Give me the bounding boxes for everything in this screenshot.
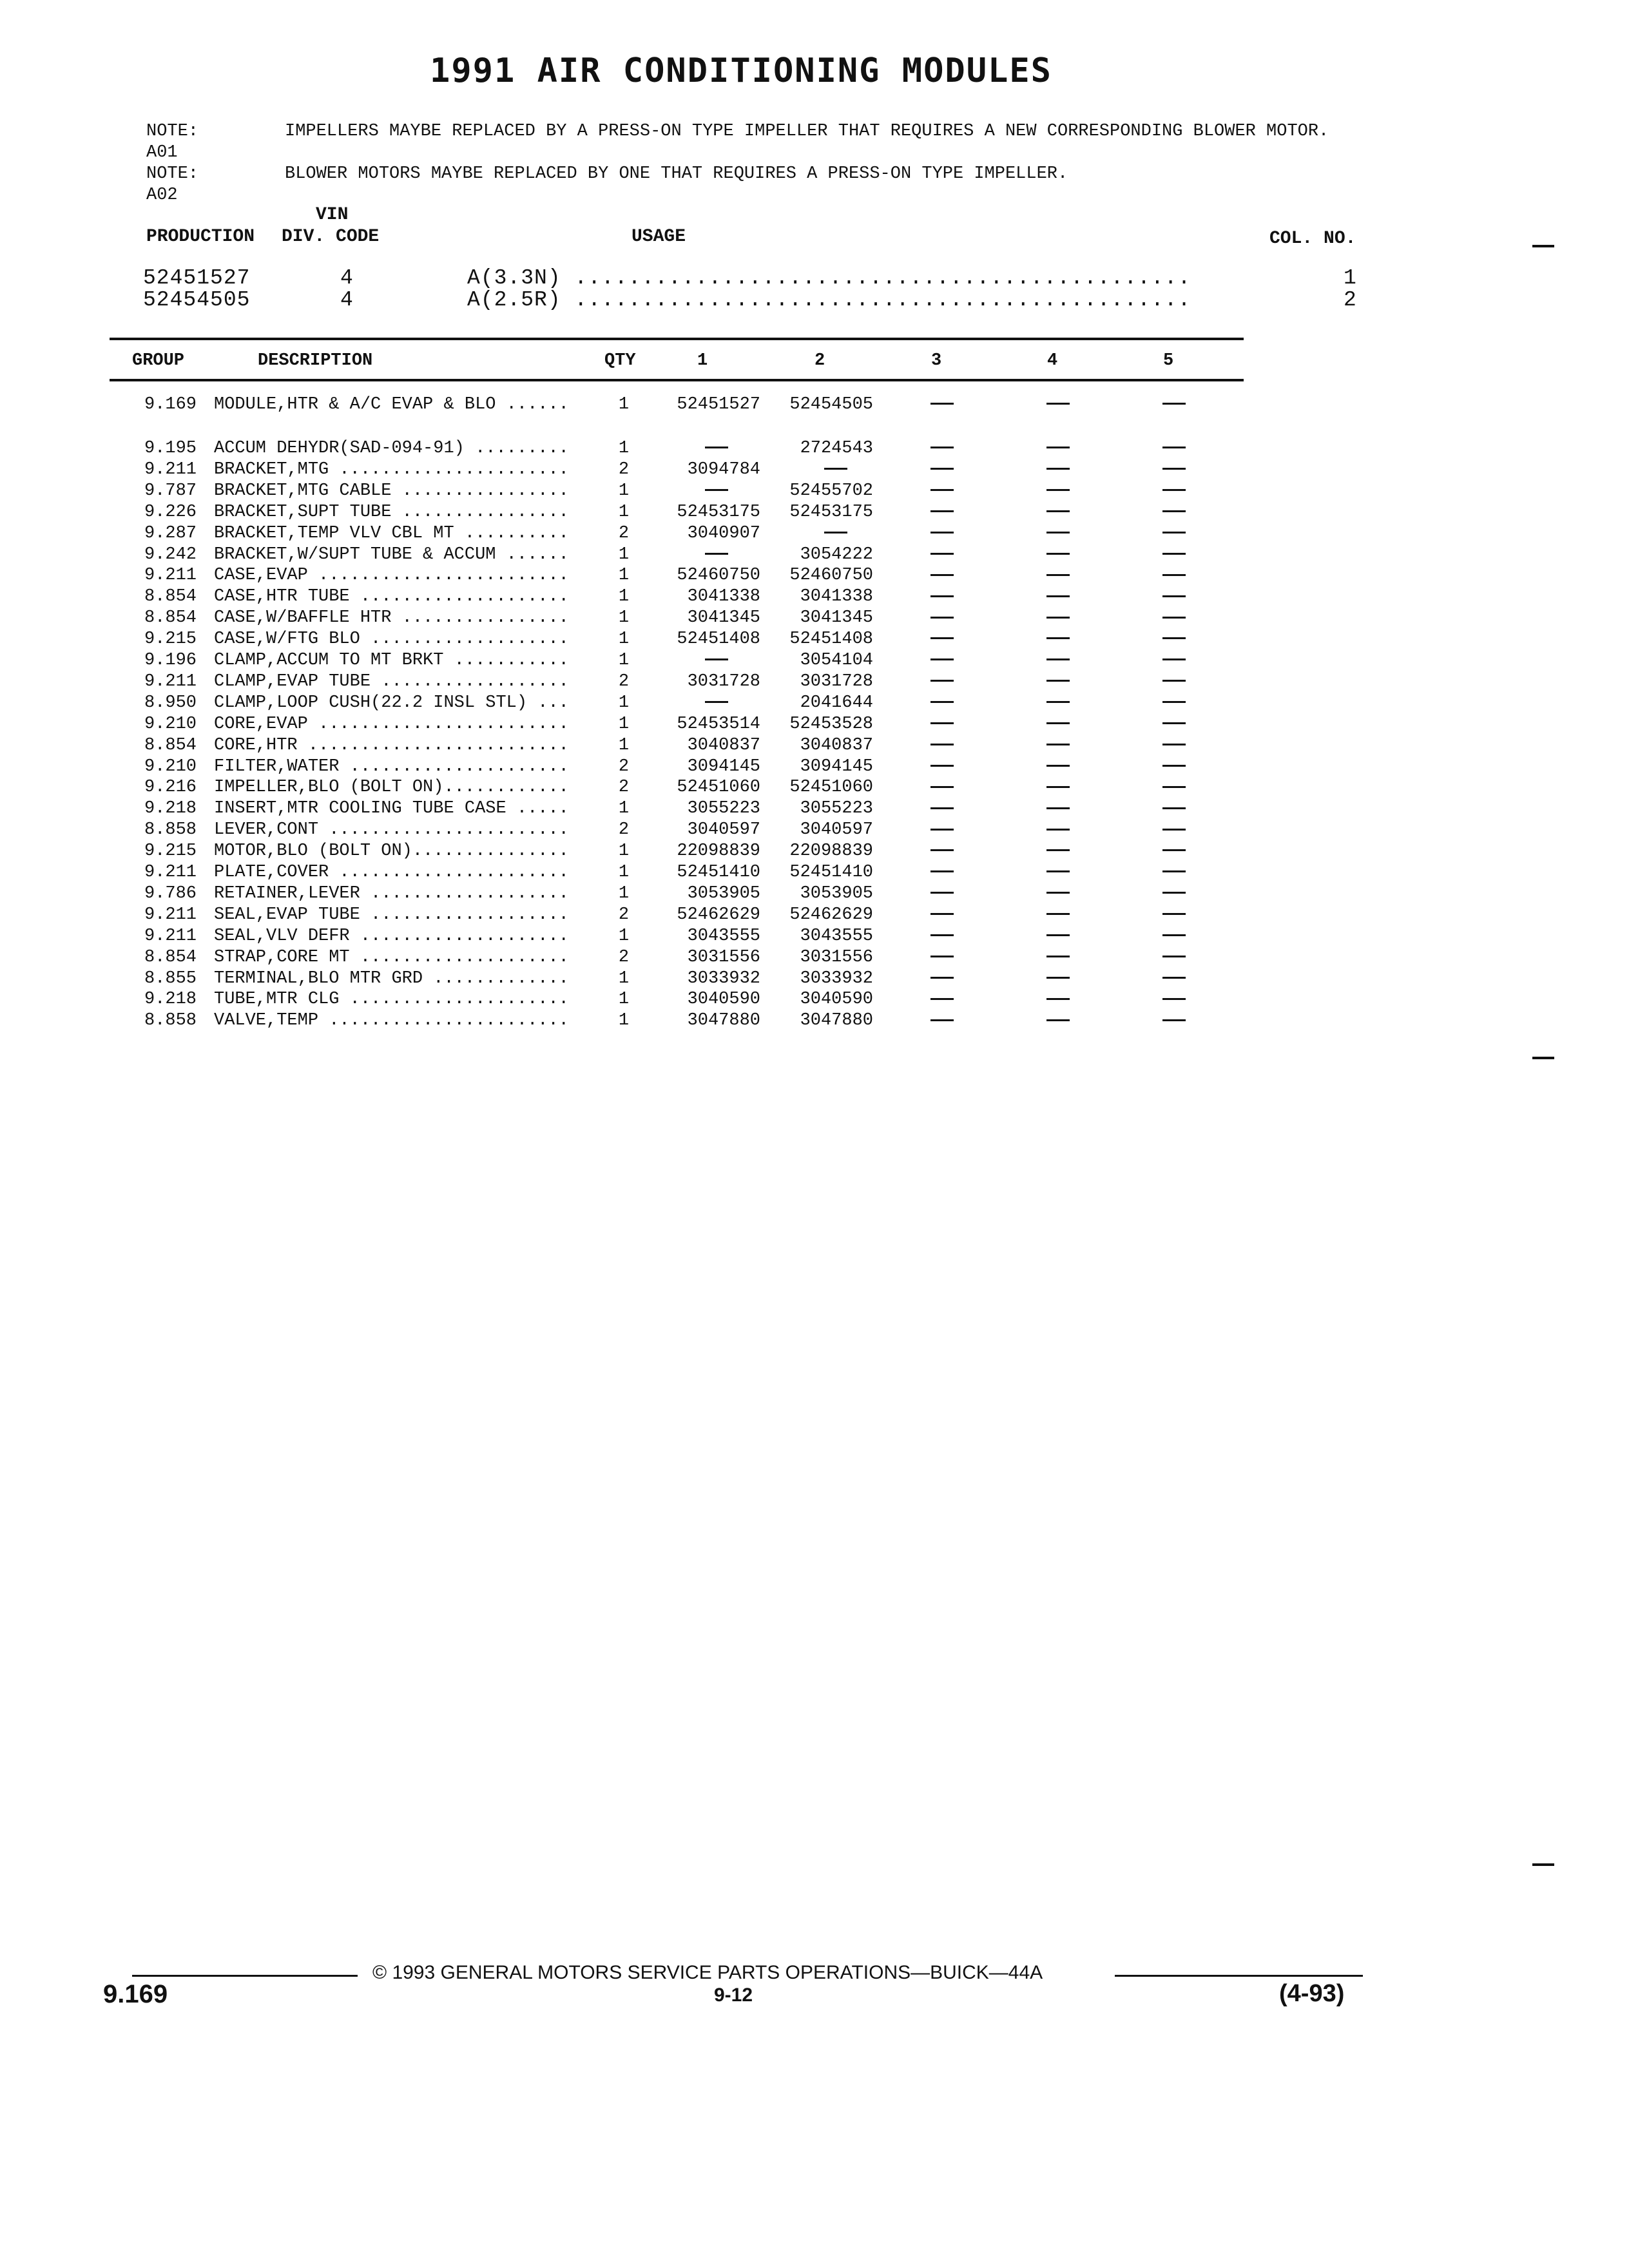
group-cell: 9.242 (144, 544, 197, 564)
group-cell: 8.858 (144, 1011, 197, 1031)
col5-dash (1161, 926, 1187, 947)
table-row (0, 1010, 1289, 1032)
col1-cell: 52451060 (677, 778, 760, 798)
qty-cell: 2 (618, 523, 630, 543)
col2-cell: 3054104 (800, 651, 873, 670)
group-cell: 9.169 (144, 395, 197, 414)
col5-dash (1161, 841, 1187, 862)
col3-dash (929, 544, 955, 566)
description-cell: MOTOR,BLO (BOLT ON)............... (214, 841, 569, 861)
col3-dash (929, 841, 955, 862)
note-text: BLOWER MOTORS MAYBE REPLACED BY ONE THAT REQUIRES A PRESS-ON TYPE IMPELLER. (285, 164, 1068, 184)
section-number: 9.169 (103, 1980, 168, 2008)
description-cell: IMPELLER,BLO (BOLT ON)............ (214, 778, 569, 798)
group-cell: 9.226 (144, 502, 197, 522)
col4-dash (1045, 756, 1071, 778)
group-cell: 8.854 (144, 735, 197, 755)
group-cell: 9.218 (144, 990, 197, 1010)
page-title: 1991 AIR CONDITIONING MODULES (430, 52, 1052, 90)
col2-dash (770, 459, 873, 481)
col2-cell: 3031556 (800, 947, 873, 967)
col4-dash (1045, 883, 1071, 905)
description-cell: CORE,EVAP ........................ (214, 714, 569, 734)
table-row (0, 586, 1289, 608)
table-row (0, 608, 1289, 629)
group-cell: 8.950 (144, 693, 197, 713)
table-row (0, 777, 1289, 798)
col2-cell: 52462629 (789, 905, 873, 925)
col5-dash (1161, 820, 1187, 841)
col1-cell: 3047880 (687, 1011, 760, 1031)
table-row (0, 671, 1289, 693)
col3-dash (929, 968, 955, 990)
col3-dash (929, 1010, 955, 1032)
col5-dash (1161, 862, 1187, 883)
col2-cell: 52453175 (789, 502, 873, 522)
table-row (0, 693, 1289, 714)
qty-cell: 1 (618, 990, 630, 1010)
col1-dash (651, 438, 760, 459)
note-label: NOTE: A01 (146, 122, 199, 162)
col2-cell: 52454505 (789, 395, 873, 414)
revision-date: (4-93) (1279, 1980, 1345, 2007)
page-number: 9-12 (714, 1984, 753, 2006)
group-cell: 9.210 (144, 756, 197, 776)
table-row (0, 947, 1289, 968)
col4-dash (1045, 565, 1071, 586)
col2-cell: 52451060 (789, 778, 873, 798)
description-cell: BRACKET,SUPT TUBE ................ (214, 502, 569, 522)
group-cell: 9.215 (144, 841, 197, 861)
group-cell: 9.287 (144, 523, 197, 543)
table-row (0, 989, 1289, 1010)
qty-cell: 1 (618, 841, 630, 861)
col-no-header: COL. NO. (1269, 229, 1356, 249)
qty-cell: 2 (618, 820, 630, 840)
col5-dash (1161, 989, 1187, 1010)
description-cell: STRAP,CORE MT .................... (214, 947, 569, 967)
qty-cell: 2 (618, 459, 630, 479)
col2-cell: 3043555 (800, 926, 873, 946)
col5-dash (1161, 905, 1187, 926)
col1-cell: 3041345 (687, 608, 760, 628)
table-row (0, 565, 1289, 586)
col3-dash (929, 693, 955, 714)
col4-dash (1045, 629, 1071, 650)
col4-dash (1045, 544, 1071, 566)
qty-cell: 1 (618, 926, 630, 946)
table-row (0, 481, 1289, 502)
description-cell: CASE,EVAP ........................ (214, 566, 569, 586)
description-cell: BRACKET,W/SUPT TUBE & ACCUM ...... (214, 544, 569, 564)
col2-cell: 3055223 (800, 799, 873, 819)
div-code: 4 (340, 266, 354, 290)
description-cell: SEAL,VLV DEFR .................... (214, 926, 569, 946)
col3-dash (929, 926, 955, 947)
table-header-rule (110, 379, 1244, 381)
group-cell: 9.195 (144, 439, 197, 458)
col5-dash (1161, 438, 1187, 459)
table-row (0, 459, 1289, 481)
col3-dash (929, 883, 955, 905)
group-cell: 9.786 (144, 883, 197, 903)
col1-dash (651, 650, 760, 671)
col1-dash (651, 544, 760, 566)
col3-dash (929, 798, 955, 820)
col4-dash (1045, 1010, 1071, 1032)
col5-dash (1161, 523, 1187, 544)
col2-cell: 3094145 (800, 756, 873, 776)
group-cell: 9.218 (144, 799, 197, 819)
col1-cell: 3040837 (687, 735, 760, 755)
col2-cell: 2724543 (800, 439, 873, 458)
description-cell: LEVER,CONT ....................... (214, 820, 569, 840)
description-cell: CLAMP,EVAP TUBE .................. (214, 671, 569, 691)
col5-dash (1161, 586, 1187, 608)
group-cell: 8.854 (144, 608, 197, 628)
table-row (0, 883, 1289, 905)
table-row (0, 438, 1289, 459)
col5-dash (1161, 798, 1187, 820)
qty-cell: 1 (618, 587, 630, 607)
table-row (0, 841, 1289, 862)
group-cell: 8.854 (144, 947, 197, 967)
col2-cell: 3047880 (800, 1011, 873, 1031)
group-cell: 9.210 (144, 714, 197, 734)
col4-dash (1045, 862, 1071, 883)
col5-dash (1161, 481, 1187, 502)
col2-cell: 52451410 (789, 863, 873, 882)
table-row (0, 968, 1289, 990)
col2-cell: 3040837 (800, 735, 873, 755)
description-cell: CASE,W/FTG BLO ................... (214, 629, 569, 649)
col4-dash (1045, 481, 1071, 502)
qty-cell: 1 (618, 883, 630, 903)
description-cell: INSERT,MTR COOLING TUBE CASE ..... (214, 799, 569, 819)
description-cell: SEAL,EVAP TUBE ................... (214, 905, 569, 925)
col3-dash (929, 629, 955, 650)
description-cell: RETAINER,LEVER ................... (214, 883, 569, 903)
col3-dash (929, 523, 955, 544)
description-cell: TUBE,MTR CLG ..................... (214, 990, 569, 1010)
module-row (0, 394, 1289, 416)
col4-dash (1045, 926, 1071, 947)
col1-cell: 3055223 (687, 799, 760, 819)
qty-cell: 1 (618, 395, 630, 414)
qty-header: QTY (604, 351, 636, 370)
col1-cell: 3040907 (687, 523, 760, 543)
col5-header: 5 (1163, 351, 1174, 370)
col1-cell: 52453514 (677, 714, 760, 734)
group-cell: 9.211 (144, 926, 197, 946)
col3-dash (929, 756, 955, 778)
col1-cell: 52451408 (677, 629, 760, 649)
group-cell: 8.854 (144, 587, 197, 607)
description-cell: BRACKET,TEMP VLV CBL MT .......... (214, 523, 569, 543)
description-cell: MODULE,HTR & A/C EVAP & BLO ...... (214, 395, 569, 414)
col1-cell: 3043555 (687, 926, 760, 946)
col3-dash (929, 947, 955, 968)
col4-dash (1045, 650, 1071, 671)
col1-cell: 52453175 (677, 502, 760, 522)
col4-dash (1045, 523, 1071, 544)
col1-cell: 3033932 (687, 968, 760, 988)
col5-dash (1161, 502, 1187, 523)
production-number: 52454505 (143, 288, 251, 312)
qty-cell: 1 (618, 439, 630, 458)
qty-cell: 1 (618, 502, 630, 522)
col1-cell: 3040597 (687, 820, 760, 840)
description-cell: CLAMP,LOOP CUSH(22.2 INSL STL) ... (214, 693, 569, 713)
div-code-header: DIV. CODE (282, 227, 380, 247)
col2-cell: 3040590 (800, 990, 873, 1010)
col2-cell: 3031728 (800, 671, 873, 691)
table-row (0, 756, 1289, 778)
col3-dash (929, 586, 955, 608)
col4-dash (1045, 968, 1071, 990)
col4-dash (1045, 820, 1071, 841)
qty-cell: 1 (618, 481, 630, 501)
col3-dash (929, 438, 955, 459)
description-cell: ACCUM DEHYDR(SAD-094-91) ......... (214, 439, 569, 458)
col5-dash (1161, 968, 1187, 990)
col2-cell: 3041345 (800, 608, 873, 628)
col4-dash (1045, 502, 1071, 523)
col5-dash (1161, 1010, 1187, 1032)
table-row (0, 523, 1289, 544)
col4-dash (1045, 671, 1071, 693)
col4-dash (1045, 693, 1071, 714)
description-cell: CASE,HTR TUBE .................... (214, 587, 569, 607)
col2-cell: 3033932 (800, 968, 873, 988)
table-row (0, 735, 1289, 756)
col4-dash (1045, 798, 1071, 820)
group-cell: 9.215 (144, 629, 197, 649)
col2-dash (770, 523, 873, 544)
description-cell: FILTER,WATER ..................... (214, 756, 569, 776)
col-number: 1 (1344, 266, 1357, 290)
footer-rule-left (132, 1975, 358, 1977)
group-cell: 9.787 (144, 481, 197, 501)
col5-dash (1161, 735, 1187, 756)
group-cell: 9.211 (144, 905, 197, 925)
col5-dash (1161, 693, 1187, 714)
col4-dash (1045, 777, 1071, 798)
group-cell: 9.211 (144, 566, 197, 586)
qty-cell: 2 (618, 756, 630, 776)
col5-dash (1161, 777, 1187, 798)
group-cell: 9.196 (144, 651, 197, 670)
col3-dash (929, 905, 955, 926)
col3-dash (929, 565, 955, 586)
col2-cell: 3053905 (800, 883, 873, 903)
qty-cell: 1 (618, 863, 630, 882)
col4-dash (1045, 905, 1071, 926)
note-label: NOTE: A02 (146, 164, 199, 205)
col5-dash (1161, 608, 1187, 629)
table-row (0, 650, 1289, 671)
col4-dash (1045, 438, 1071, 459)
col4-header: 4 (1047, 351, 1058, 370)
col5-dash (1161, 756, 1187, 778)
description-cell: VALVE,TEMP ....................... (214, 1011, 569, 1031)
qty-cell: 2 (618, 947, 630, 967)
col2-cell: 3041338 (800, 587, 873, 607)
usage: A(2.5R) .............................................. (467, 288, 1191, 312)
col5-dash (1161, 947, 1187, 968)
qty-cell: 1 (618, 714, 630, 734)
qty-cell: 2 (618, 671, 630, 691)
group-cell: 8.855 (144, 968, 197, 988)
group-cell: 8.858 (144, 820, 197, 840)
col-number: 2 (1344, 288, 1357, 312)
col4-dash (1045, 735, 1071, 756)
col2-cell: 52460750 (789, 566, 873, 586)
col4-dash (1045, 459, 1071, 481)
footer-rule-right (1115, 1975, 1363, 1977)
col5-dash (1161, 565, 1187, 586)
col1-cell: 52451410 (677, 863, 760, 882)
col4-dash (1045, 714, 1071, 735)
qty-cell: 1 (618, 629, 630, 649)
col3-dash (929, 735, 955, 756)
qty-cell: 1 (618, 693, 630, 713)
qty-cell: 2 (618, 778, 630, 798)
group-cell: 9.211 (144, 863, 197, 882)
col3-dash (929, 394, 955, 416)
col1-cell: 52451527 (677, 395, 760, 414)
description-cell: CASE,W/BAFFLE HTR ................ (214, 608, 569, 628)
col5-dash (1161, 394, 1187, 416)
description-cell: PLATE,COVER ...................... (214, 863, 569, 882)
qty-cell: 1 (618, 735, 630, 755)
qty-cell: 2 (618, 905, 630, 925)
col4-dash (1045, 586, 1071, 608)
col5-dash (1161, 671, 1187, 693)
col3-dash (929, 459, 955, 481)
description-cell: CORE,HTR ......................... (214, 735, 569, 755)
col3-dash (929, 714, 955, 735)
table-row (0, 629, 1289, 650)
col3-dash (929, 502, 955, 523)
col5-dash (1161, 629, 1187, 650)
col1-cell: 3053905 (687, 883, 760, 903)
col4-dash (1045, 947, 1071, 968)
qty-cell: 1 (618, 566, 630, 586)
col4-dash (1045, 394, 1071, 416)
qty-cell: 1 (618, 544, 630, 564)
usage: A(3.3N) .............................................. (467, 266, 1191, 290)
description-cell: CLAMP,ACCUM TO MT BRKT ........... (214, 651, 569, 670)
description-cell: TERMINAL,BLO MTR GRD ............. (214, 968, 569, 988)
col2-cell: 52453528 (789, 714, 873, 734)
table-top-rule (110, 338, 1244, 340)
div-code: 4 (340, 288, 354, 312)
table-row (0, 714, 1289, 735)
production-header: PRODUCTION (146, 227, 255, 247)
col3-dash (929, 650, 955, 671)
col1-dash (651, 693, 760, 714)
col3-dash (929, 862, 955, 883)
group-cell: 9.211 (144, 671, 197, 691)
col1-header: 1 (697, 351, 708, 370)
col5-dash (1161, 714, 1187, 735)
group-cell: 9.216 (144, 778, 197, 798)
group-cell: 9.211 (144, 459, 197, 479)
qty-cell: 1 (618, 968, 630, 988)
table-row (0, 502, 1289, 523)
description-cell: BRACKET,MTG CABLE ................ (214, 481, 569, 501)
col2-cell: 3054222 (800, 544, 873, 564)
col5-dash (1161, 650, 1187, 671)
margin-mark (1532, 245, 1554, 247)
table-row (0, 820, 1289, 841)
col1-cell: 52460750 (677, 566, 760, 586)
col5-dash (1161, 883, 1187, 905)
col1-cell: 3031728 (687, 671, 760, 691)
qty-cell: 1 (618, 799, 630, 819)
col2-cell: 52455702 (789, 481, 873, 501)
col1-cell: 52462629 (677, 905, 760, 925)
qty-cell: 1 (618, 651, 630, 670)
col5-dash (1161, 459, 1187, 481)
production-number: 52451527 (143, 266, 251, 290)
col3-dash (929, 777, 955, 798)
col1-cell: 22098839 (677, 841, 760, 861)
col1-cell: 3041338 (687, 587, 760, 607)
col3-dash (929, 989, 955, 1010)
col3-dash (929, 608, 955, 629)
col4-dash (1045, 608, 1071, 629)
col3-dash (929, 820, 955, 841)
margin-mark (1532, 1863, 1554, 1866)
group-header: GROUP (132, 351, 185, 370)
margin-mark (1532, 1057, 1554, 1059)
col3-header: 3 (931, 351, 942, 370)
note-text: IMPELLERS MAYBE REPLACED BY A PRESS-ON TYPE IMPELLER THAT REQUIRES A NEW CORRESPONDING BLOWER MOTOR. (285, 122, 1329, 141)
col2-cell: 2041644 (800, 693, 873, 713)
copyright: © 1993 GENERAL MOTORS SERVICE PARTS OPERATIONS—BUICK—44A (372, 1962, 1043, 1983)
table-row (0, 544, 1289, 566)
col2-cell: 22098839 (789, 841, 873, 861)
table-row (0, 926, 1289, 947)
col2-cell: 52451408 (789, 629, 873, 649)
col1-dash (651, 481, 760, 502)
qty-cell: 1 (618, 608, 630, 628)
col4-dash (1045, 989, 1071, 1010)
col1-cell: 3094145 (687, 756, 760, 776)
table-row (0, 862, 1289, 883)
col3-dash (929, 481, 955, 502)
vin-header: VIN (316, 205, 349, 225)
table-row (0, 798, 1289, 820)
description-cell: BRACKET,MTG ...................... (214, 459, 569, 479)
col4-dash (1045, 841, 1071, 862)
qty-cell: 1 (618, 1011, 630, 1031)
description-header: DESCRIPTION (258, 351, 373, 370)
usage-header: USAGE (631, 227, 686, 247)
col2-cell: 3040597 (800, 820, 873, 840)
col1-cell: 3040590 (687, 990, 760, 1010)
table-row (0, 905, 1289, 926)
col3-dash (929, 671, 955, 693)
col1-cell: 3094784 (687, 459, 760, 479)
col5-dash (1161, 544, 1187, 566)
col2-header: 2 (815, 351, 825, 370)
col1-cell: 3031556 (687, 947, 760, 967)
